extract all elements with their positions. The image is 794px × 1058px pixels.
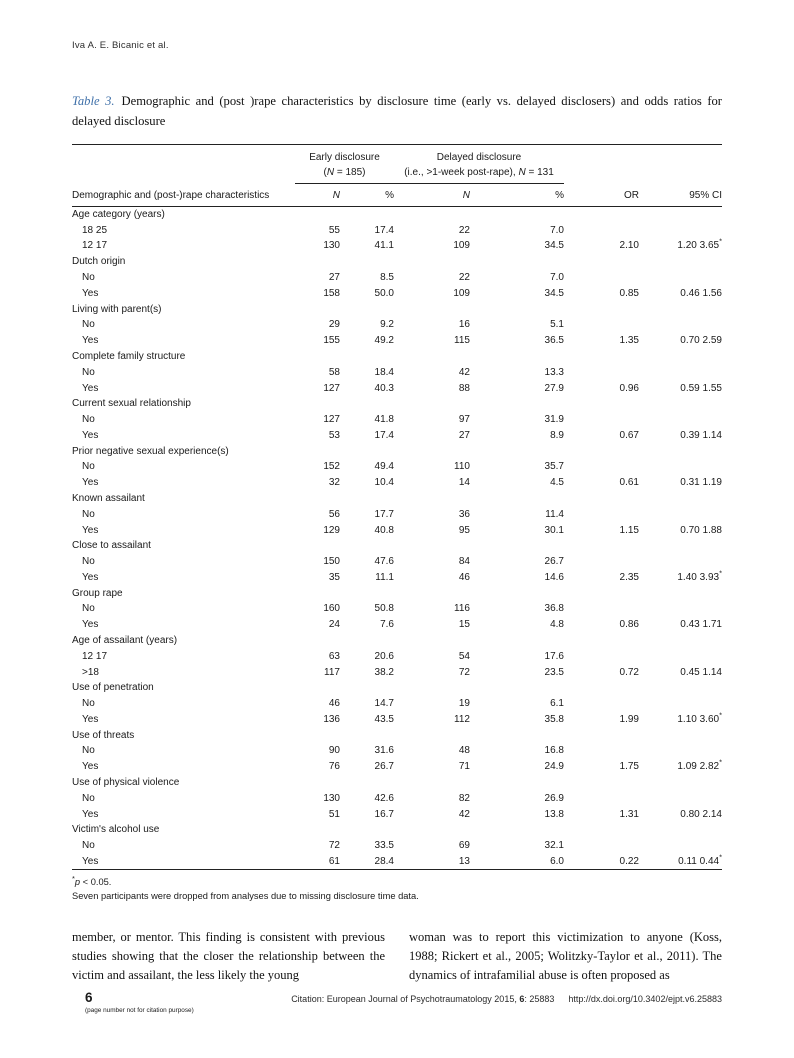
category-row bbox=[72, 301, 722, 317]
early-n: 130 bbox=[323, 240, 340, 252]
delayed-n: 48 bbox=[458, 745, 470, 757]
category-row bbox=[72, 443, 722, 459]
odds-ratio: 0.72 bbox=[619, 666, 639, 678]
early-pct: 43.5 bbox=[374, 713, 394, 725]
early-pct: 38.2 bbox=[374, 666, 394, 678]
category-row bbox=[72, 206, 722, 222]
early-n: 160 bbox=[323, 603, 340, 615]
early-pct: 50.8 bbox=[374, 603, 394, 615]
category-row bbox=[72, 396, 722, 412]
early-n: 58 bbox=[328, 366, 340, 378]
delayed-pct: 13.3 bbox=[544, 366, 564, 378]
delayed-pct: 36.8 bbox=[544, 603, 564, 615]
data-row bbox=[72, 285, 722, 301]
confidence-interval bbox=[639, 601, 722, 617]
data-row bbox=[72, 759, 722, 775]
early-pct: 31.6 bbox=[374, 745, 394, 757]
confidence-interval: 0.45 1.14 bbox=[680, 666, 722, 678]
odds-ratio bbox=[564, 412, 639, 428]
table-body bbox=[72, 206, 722, 870]
delayed-pct: 26.7 bbox=[544, 556, 564, 568]
row-label: >18 bbox=[82, 666, 99, 678]
row-label: No bbox=[82, 508, 95, 520]
row-label: 12 17 bbox=[82, 650, 108, 662]
category-row bbox=[72, 538, 722, 554]
early-n: 35 bbox=[328, 571, 340, 583]
delayed-n: 110 bbox=[454, 461, 470, 473]
delayed-n: 13 bbox=[458, 855, 470, 867]
delayed-group-line1: Delayed disclosure bbox=[436, 152, 522, 164]
data-row bbox=[72, 790, 722, 806]
category-row bbox=[72, 680, 722, 696]
early-n: 51 bbox=[328, 808, 340, 820]
confidence-interval bbox=[639, 743, 722, 759]
confidence-interval: 0.59 1.55 bbox=[680, 382, 722, 394]
delayed-pct: 32.1 bbox=[544, 840, 564, 852]
row-label: Yes bbox=[82, 335, 99, 347]
confidence-interval: 0.43 1.71 bbox=[680, 619, 722, 631]
delayed-pct: 23.5 bbox=[544, 666, 564, 678]
header-or: OR bbox=[564, 184, 639, 206]
category-row bbox=[72, 727, 722, 743]
data-row bbox=[72, 222, 722, 238]
header-delayed-pct: % bbox=[470, 184, 564, 206]
delayed-pct: 7.0 bbox=[550, 272, 564, 284]
early-group-line2: (N = 185) bbox=[323, 167, 366, 179]
row-label: Yes bbox=[82, 713, 99, 725]
early-disclosure-group-header bbox=[295, 145, 394, 184]
header-early-n: N bbox=[295, 184, 340, 206]
dropped-participants-note: Seven participants were dropped from analyses due to missing disclosure time data. bbox=[72, 891, 419, 902]
significance-star: * bbox=[719, 710, 722, 720]
row-label: Yes bbox=[82, 761, 99, 773]
delayed-pct: 31.9 bbox=[544, 414, 564, 426]
odds-ratio: 1.31 bbox=[619, 808, 639, 820]
early-pct: 16.7 bbox=[374, 808, 394, 820]
body-text bbox=[72, 928, 722, 985]
early-n: 117 bbox=[324, 666, 340, 678]
header-delayed-n: N bbox=[394, 184, 470, 206]
confidence-interval: 0.70 2.59 bbox=[680, 335, 722, 347]
early-n: 27 bbox=[328, 272, 340, 284]
early-pct: 20.6 bbox=[374, 650, 394, 662]
delayed-pct: 6.0 bbox=[550, 855, 564, 867]
confidence-interval bbox=[639, 506, 722, 522]
early-n: 53 bbox=[328, 429, 340, 441]
category-label: Group rape bbox=[72, 587, 123, 599]
delayed-n: 15 bbox=[458, 619, 470, 631]
significance-star: * bbox=[719, 568, 722, 578]
category-label: Prior negative sexual experience(s) bbox=[72, 445, 229, 457]
delayed-n: 22 bbox=[458, 272, 470, 284]
category-label: Known assailant bbox=[72, 492, 145, 504]
page-number-block bbox=[85, 991, 194, 1014]
odds-ratio bbox=[564, 317, 639, 333]
early-n: 24 bbox=[328, 619, 340, 631]
row-label: Yes bbox=[82, 429, 99, 441]
delayed-pct: 34.5 bbox=[544, 287, 564, 299]
header-ci: 95% CI bbox=[639, 184, 722, 206]
column-header-row bbox=[72, 184, 722, 206]
data-row bbox=[72, 522, 722, 538]
odds-ratio: 2.10 bbox=[619, 240, 639, 252]
row-label: Yes bbox=[82, 382, 99, 394]
delayed-pct: 11.4 bbox=[545, 508, 564, 520]
odds-ratio: 0.22 bbox=[619, 855, 639, 867]
significance-star: * bbox=[719, 237, 722, 247]
delayed-n: 22 bbox=[458, 224, 470, 236]
confidence-interval bbox=[639, 364, 722, 380]
row-label: No bbox=[82, 745, 95, 757]
citation-volume: 6 bbox=[519, 994, 525, 1004]
data-row bbox=[72, 554, 722, 570]
early-n: 129 bbox=[323, 524, 340, 536]
category-label: Complete family structure bbox=[72, 350, 186, 362]
delayed-n: 46 bbox=[458, 571, 470, 583]
odds-ratio bbox=[564, 648, 639, 664]
early-n: 72 bbox=[328, 840, 340, 852]
data-row bbox=[72, 317, 722, 333]
row-label: No bbox=[82, 366, 95, 378]
delayed-n: 14 bbox=[458, 477, 470, 489]
row-label: Yes bbox=[82, 571, 99, 583]
confidence-interval: 0.39 1.14 bbox=[680, 429, 722, 441]
confidence-interval bbox=[639, 648, 722, 664]
data-row bbox=[72, 238, 722, 254]
early-pct: 41.1 bbox=[374, 240, 394, 252]
delayed-pct: 16.8 bbox=[544, 745, 564, 757]
running-head: Iva A. E. Bicanic et al. bbox=[72, 40, 169, 51]
category-row bbox=[72, 775, 722, 791]
confidence-interval: 0.46 1.56 bbox=[680, 287, 722, 299]
early-pct: 14.7 bbox=[374, 698, 394, 710]
delayed-pct: 30.1 bbox=[544, 524, 564, 536]
row-label: Yes bbox=[82, 524, 99, 536]
data-row bbox=[72, 712, 722, 728]
page-footer bbox=[72, 991, 722, 1014]
data-row bbox=[72, 696, 722, 712]
delayed-pct: 14.6 bbox=[544, 571, 564, 583]
body-text-right-column: woman was to report this victimization to anyone (Koss, 1988; Rickert et al., 2005; Wolitzky-Taylor et al., 2011). The dynamics of intrafamilial abuse is often proposed as bbox=[409, 930, 722, 983]
page-number-note: (page number not for citation purpose) bbox=[85, 1006, 194, 1014]
early-pct: 28.4 bbox=[374, 855, 394, 867]
data-row bbox=[72, 333, 722, 349]
early-n: 150 bbox=[323, 556, 340, 568]
delayed-pct: 17.6 bbox=[544, 650, 564, 662]
odds-ratio: 0.85 bbox=[619, 287, 639, 299]
row-label: 12 17 bbox=[82, 240, 108, 252]
odds-ratio bbox=[564, 696, 639, 712]
early-n: 63 bbox=[328, 650, 340, 662]
odds-ratio: 1.75 bbox=[619, 761, 639, 773]
delayed-n: 16 bbox=[458, 319, 470, 331]
category-row bbox=[72, 633, 722, 649]
odds-ratio: 2.35 bbox=[619, 571, 639, 583]
odds-ratio bbox=[564, 554, 639, 570]
delayed-pct: 35.8 bbox=[544, 713, 564, 725]
odds-ratio: 0.96 bbox=[619, 382, 639, 394]
header-row-label: Demographic and (post-)rape characteristics bbox=[72, 184, 295, 206]
odds-ratio bbox=[564, 459, 639, 475]
significance-star: * bbox=[719, 757, 722, 767]
delayed-n: 19 bbox=[458, 698, 470, 710]
delayed-n: 112 bbox=[454, 713, 470, 725]
early-n: 29 bbox=[328, 319, 340, 331]
early-pct: 7.6 bbox=[380, 619, 394, 631]
odds-ratio bbox=[564, 364, 639, 380]
confidence-interval: 1.09 2.82* bbox=[677, 757, 722, 773]
table-caption-text: Demographic and (post )rape characteristics by disclosure time (early vs. delayed disclosers) and odds ratios for delayed disclosure bbox=[72, 94, 722, 128]
delayed-disclosure-group-header bbox=[394, 145, 564, 184]
delayed-n: 115 bbox=[454, 335, 470, 347]
category-label: Use of physical violence bbox=[72, 777, 180, 789]
data-row bbox=[72, 664, 722, 680]
delayed-pct: 5.1 bbox=[550, 319, 564, 331]
table-footnotes bbox=[72, 876, 722, 904]
confidence-interval bbox=[639, 222, 722, 238]
row-label: Yes bbox=[82, 808, 99, 820]
early-n: 130 bbox=[323, 792, 340, 804]
odds-ratio: 0.61 bbox=[619, 477, 639, 489]
confidence-interval: 0.11 0.44* bbox=[678, 852, 722, 867]
data-row bbox=[72, 743, 722, 759]
early-pct: 33.5 bbox=[374, 840, 394, 852]
early-n: 46 bbox=[328, 698, 340, 710]
early-n: 61 bbox=[328, 855, 340, 867]
data-row bbox=[72, 364, 722, 380]
row-label: No bbox=[82, 840, 95, 852]
delayed-n: 71 bbox=[458, 761, 470, 773]
category-row bbox=[72, 585, 722, 601]
category-row bbox=[72, 349, 722, 365]
confidence-interval: 0.80 2.14 bbox=[680, 808, 722, 820]
odds-ratio: 0.86 bbox=[619, 619, 639, 631]
data-row bbox=[72, 648, 722, 664]
data-row bbox=[72, 854, 722, 870]
body-text-left-column: member, or mentor. This finding is consistent with previous studies showing that the closer the relationship between the victim and assailant, the less likely the young bbox=[72, 930, 385, 983]
category-row bbox=[72, 491, 722, 507]
data-row bbox=[72, 427, 722, 443]
category-label: Current sexual relationship bbox=[72, 398, 191, 410]
category-label: Living with parent(s) bbox=[72, 303, 162, 315]
early-n: 155 bbox=[323, 335, 340, 347]
doi-link[interactable]: http://dx.doi.org/10.3402/ejpt.v6.25883 bbox=[568, 994, 722, 1004]
early-n: 76 bbox=[328, 761, 340, 773]
delayed-pct: 36.5 bbox=[544, 335, 564, 347]
delayed-n: 27 bbox=[458, 429, 470, 441]
category-label: Use of threats bbox=[72, 729, 135, 741]
delayed-n: 54 bbox=[458, 650, 470, 662]
early-pct: 17.4 bbox=[374, 429, 394, 441]
category-label: Dutch origin bbox=[72, 256, 126, 268]
row-label: Yes bbox=[82, 855, 99, 867]
early-pct: 49.4 bbox=[374, 461, 394, 473]
row-label: No bbox=[82, 319, 95, 331]
data-row bbox=[72, 570, 722, 586]
early-pct: 17.7 bbox=[374, 508, 394, 520]
confidence-interval: 1.10 3.60* bbox=[677, 710, 722, 725]
early-n: 127 bbox=[323, 382, 340, 394]
delayed-n: 42 bbox=[458, 366, 470, 378]
category-label: Age category (years) bbox=[72, 208, 165, 220]
category-label: Close to assailant bbox=[72, 540, 151, 552]
odds-ratio bbox=[564, 743, 639, 759]
delayed-n: 72 bbox=[458, 666, 470, 678]
delayed-n: 97 bbox=[458, 414, 470, 426]
odds-ratio bbox=[564, 790, 639, 806]
early-n: 90 bbox=[328, 745, 340, 757]
delayed-pct: 8.9 bbox=[550, 429, 564, 441]
early-pct: 11.1 bbox=[375, 571, 394, 583]
data-row bbox=[72, 838, 722, 854]
category-row bbox=[72, 254, 722, 270]
delayed-n: 42 bbox=[458, 808, 470, 820]
delayed-pct: 27.9 bbox=[544, 382, 564, 394]
early-pct: 41.8 bbox=[374, 414, 394, 426]
data-row bbox=[72, 459, 722, 475]
early-pct: 8.5 bbox=[380, 272, 394, 284]
early-pct: 9.2 bbox=[380, 319, 394, 331]
delayed-pct: 4.8 bbox=[550, 619, 564, 631]
delayed-n: 116 bbox=[454, 603, 470, 615]
delayed-pct: 24.9 bbox=[544, 761, 564, 773]
delayed-n: 109 bbox=[453, 287, 470, 299]
row-label: No bbox=[82, 272, 95, 284]
early-group-line1: Early disclosure bbox=[309, 152, 380, 164]
confidence-interval: 0.70 1.88 bbox=[680, 524, 722, 536]
column-group-header-row bbox=[72, 145, 722, 185]
confidence-interval bbox=[639, 790, 722, 806]
early-n: 32 bbox=[328, 477, 340, 489]
data-row bbox=[72, 601, 722, 617]
delayed-group-line2: (i.e., >1-week post-rape), N = 131 bbox=[404, 167, 554, 179]
confidence-interval: 0.31 1.19 bbox=[680, 477, 722, 489]
early-pct: 49.2 bbox=[374, 335, 394, 347]
early-pct: 17.4 bbox=[374, 224, 394, 236]
confidence-interval bbox=[639, 554, 722, 570]
early-pct: 40.8 bbox=[374, 524, 394, 536]
early-pct: 47.6 bbox=[374, 556, 394, 568]
row-label: No bbox=[82, 698, 95, 710]
confidence-interval bbox=[639, 838, 722, 854]
early-pct: 42.6 bbox=[374, 792, 394, 804]
row-label: Yes bbox=[82, 477, 99, 489]
header-early-pct: % bbox=[340, 184, 394, 206]
row-label: 18 25 bbox=[82, 224, 108, 236]
delayed-pct: 26.9 bbox=[544, 792, 564, 804]
odds-ratio bbox=[564, 838, 639, 854]
odds-ratio bbox=[564, 601, 639, 617]
odds-ratio: 1.15 bbox=[619, 524, 639, 536]
delayed-n: 88 bbox=[458, 382, 470, 394]
odds-ratio bbox=[564, 506, 639, 522]
delayed-pct: 34.5 bbox=[544, 240, 564, 252]
row-label: No bbox=[82, 461, 95, 473]
row-label: No bbox=[82, 414, 95, 426]
significance-note: *p < 0.05. bbox=[72, 874, 112, 888]
confidence-interval bbox=[639, 459, 722, 475]
delayed-n: 109 bbox=[453, 240, 470, 252]
early-n: 55 bbox=[328, 224, 340, 236]
early-pct: 18.4 bbox=[374, 366, 394, 378]
delayed-n: 36 bbox=[458, 508, 470, 520]
delayed-n: 82 bbox=[458, 792, 470, 804]
row-label: Yes bbox=[82, 619, 99, 631]
early-pct: 10.4 bbox=[374, 477, 394, 489]
delayed-n: 69 bbox=[458, 840, 470, 852]
row-label: No bbox=[82, 603, 95, 615]
page-number: 6 bbox=[85, 990, 93, 1005]
odds-ratio: 0.67 bbox=[619, 429, 639, 441]
data-row bbox=[72, 617, 722, 633]
row-label: No bbox=[82, 792, 95, 804]
early-n: 152 bbox=[323, 461, 340, 473]
data-row bbox=[72, 506, 722, 522]
early-pct: 50.0 bbox=[374, 287, 394, 299]
confidence-interval: 1.20 3.65* bbox=[677, 237, 722, 252]
category-label: Use of penetration bbox=[72, 682, 154, 694]
early-n: 158 bbox=[323, 287, 340, 299]
delayed-pct: 4.5 bbox=[550, 477, 564, 489]
confidence-interval: 1.40 3.93* bbox=[677, 568, 722, 583]
confidence-interval bbox=[639, 270, 722, 286]
row-label: Yes bbox=[82, 287, 99, 299]
odds-ratio: 1.99 bbox=[619, 713, 639, 725]
delayed-pct: 35.7 bbox=[544, 461, 564, 473]
category-row bbox=[72, 822, 722, 838]
confidence-interval bbox=[639, 412, 722, 428]
data-row bbox=[72, 412, 722, 428]
delayed-n: 84 bbox=[458, 556, 470, 568]
data-row bbox=[72, 270, 722, 286]
data-row bbox=[72, 806, 722, 822]
early-pct: 40.3 bbox=[374, 382, 394, 394]
data-row bbox=[72, 380, 722, 396]
early-n: 127 bbox=[323, 414, 340, 426]
category-label: Victim's alcohol use bbox=[72, 824, 160, 836]
delayed-pct: 7.0 bbox=[550, 224, 564, 236]
delayed-pct: 13.8 bbox=[544, 808, 564, 820]
category-label: Age of assailant (years) bbox=[72, 635, 178, 647]
delayed-pct: 6.1 bbox=[550, 698, 564, 710]
confidence-interval bbox=[639, 317, 722, 333]
confidence-interval bbox=[639, 696, 722, 712]
citation-line: Citation: European Journal of Psychotraumatology 2015, 6: 25883 http://dx.doi.org/10.3402/ejpt.v6.25883 bbox=[291, 994, 722, 1004]
significance-star: * bbox=[719, 852, 722, 862]
table-3 bbox=[72, 144, 722, 870]
table-caption bbox=[72, 92, 722, 131]
early-n: 136 bbox=[323, 713, 340, 725]
early-n: 56 bbox=[328, 508, 340, 520]
row-label: No bbox=[82, 556, 95, 568]
odds-ratio bbox=[564, 270, 639, 286]
odds-ratio: 1.35 bbox=[619, 335, 639, 347]
table-caption-label: Table 3. bbox=[72, 94, 115, 108]
data-row bbox=[72, 475, 722, 491]
early-pct: 26.7 bbox=[374, 761, 394, 773]
odds-ratio bbox=[564, 222, 639, 238]
delayed-n: 95 bbox=[458, 524, 470, 536]
